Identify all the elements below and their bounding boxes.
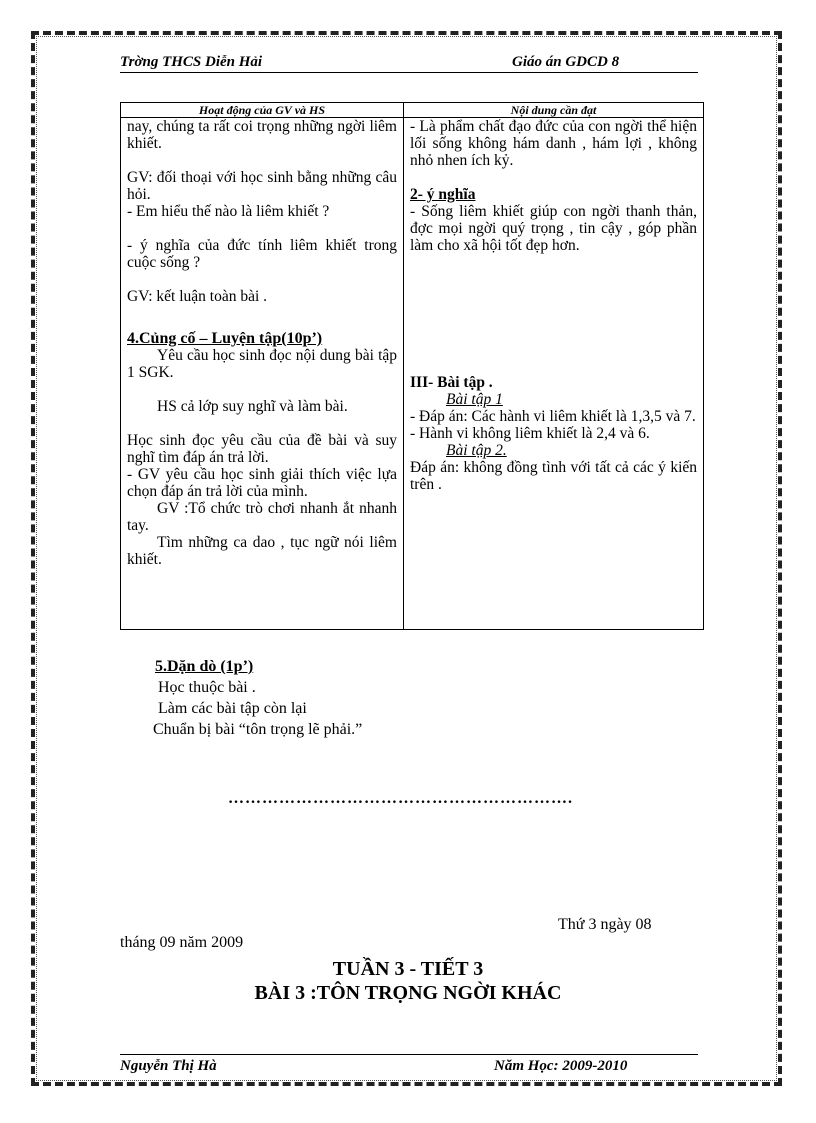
left-text: - Em hiểu thế nào là liêm khiết ? bbox=[127, 203, 330, 220]
section-heading: III- Bài tập . bbox=[410, 374, 493, 391]
separator-dots: ……………………………………………………. bbox=[228, 790, 573, 807]
date-line-1: Thứ 3 ngày 08 bbox=[558, 916, 652, 933]
homework-title: 5.Dặn dò (1p’) bbox=[155, 658, 254, 675]
left-text: Tìm những ca dao , tục ngữ nói liêm khiết. bbox=[127, 534, 397, 568]
col-right-header: Nội dung cần đạt bbox=[404, 103, 704, 118]
content-cell bbox=[404, 118, 704, 630]
teacher-name: Nguyễn Thị Hà bbox=[120, 1058, 217, 1074]
right-text: - Đáp án: Các hành vi liêm khiết là 1,3,5 và 7. bbox=[410, 408, 696, 425]
subject-name: Giáo án GDCD 8 bbox=[512, 54, 620, 70]
homework-line: Chuẩn bị bài “tôn trọng lẽ phải.” bbox=[153, 721, 363, 738]
right-text: Đáp án: không đồng tình với tất cả các ý kiến trên . bbox=[410, 459, 697, 493]
exercise-label: Bài tập 1 bbox=[446, 391, 503, 408]
left-text: Yêu cầu học sinh đọc nội dung bài tập 1 SGK. bbox=[127, 347, 397, 381]
left-text: GV :Tổ chức trò chơi nhanh ắt nhanh tay. bbox=[127, 500, 397, 534]
right-text: - Là phẩm chất đạo đức của con ngời thể hiện lối sống không hám danh , hám lợi , không nhỏ nhen ích kỷ. bbox=[410, 118, 697, 169]
right-text: - Sống liêm khiết giúp con ngời thanh thản, đợc mọi ngời quý trọng , tin cậy , góp phần làm cho xã hội tốt đẹp hơn. bbox=[410, 203, 697, 254]
lesson-table bbox=[120, 102, 704, 630]
left-text: GV: đối thoại với học sinh bằng những câu hỏi. bbox=[127, 169, 397, 203]
lesson-week-title: TUẦN 3 - TIẾT 3 bbox=[332, 958, 484, 980]
left-text: - GV yêu cầu học sinh giải thích việc lựa chọn đáp án trả lời của mình. bbox=[127, 466, 397, 500]
left-text: nay, chúng ta rất coi trọng những ngời liêm khiết. bbox=[127, 118, 397, 152]
homework-line: Làm các bài tập còn lại bbox=[158, 700, 307, 717]
school-year: Năm Học: 2009-2010 bbox=[494, 1058, 628, 1074]
teacher-activity-cell bbox=[121, 118, 404, 630]
footer-rule bbox=[120, 1054, 698, 1055]
section-heading: 4.Củng cố – Luyện tập(10p’) bbox=[127, 330, 323, 347]
left-text: Học sinh đọc yêu cầu của đề bài và suy nghĩ tìm đáp án trả lời. bbox=[127, 432, 397, 466]
section-heading: 2- ý nghĩa bbox=[410, 186, 476, 203]
header-rule bbox=[120, 72, 698, 73]
left-text: - ý nghĩa của đức tính liêm khiết trong cuộc sống ? bbox=[127, 237, 397, 271]
exercise-label: Bài tập 2. bbox=[446, 442, 507, 459]
homework-line: Học thuộc bài . bbox=[158, 679, 256, 696]
school-name: Trờng THCS Diễn Hải bbox=[120, 54, 263, 70]
date-line-2: tháng 09 năm 2009 bbox=[120, 934, 244, 951]
lesson-title: BÀI 3 :TÔN TRỌNG NGỜI KHÁC bbox=[254, 982, 562, 1004]
col-left-header: Hoạt động của GV và HS bbox=[121, 103, 404, 118]
left-text: HS cả lớp suy nghĩ và làm bài. bbox=[157, 398, 348, 415]
homework-section bbox=[155, 656, 362, 740]
left-text: GV: kết luận toàn bài . bbox=[127, 288, 268, 305]
right-text: - Hành vi không liêm khiết là 2,4 và 6. bbox=[410, 425, 650, 442]
